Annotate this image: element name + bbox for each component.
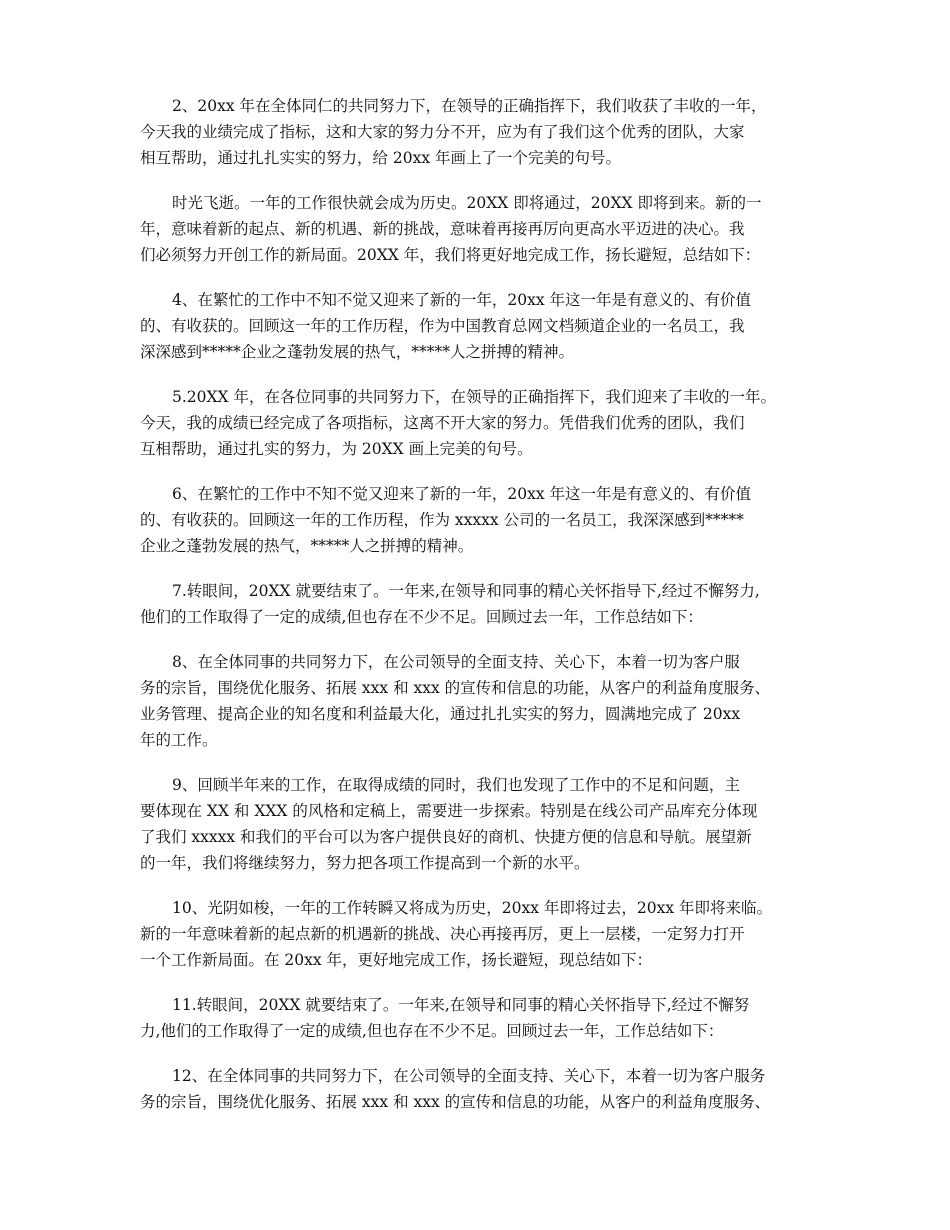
paragraph: [140, 895, 830, 973]
paragraph: [140, 93, 830, 171]
paragraph-line: 力,他们的工作取得了一定的成绩,但也存在不少不足。回顾过去一年，工作总结如下：: [140, 1022, 724, 1040]
paragraph-line: 企业之蓬勃发展的热气，*****人之拼搏的精神。: [140, 537, 474, 555]
paragraph-line: 了我们 xxxxx 和我们的平台可以为客户提供良好的商机、快捷方便的信息和导航。展望新: [140, 828, 752, 846]
paragraph-line: 一个工作新局面。在 20xx 年，更好地完成工作，扬长避短，现总结如下：: [140, 951, 653, 969]
paragraph: [140, 190, 830, 268]
paragraph-line: 今天，我的成绩已经完成了各项指标，这离不开大家的努力。凭借我们优秀的团队，我们: [140, 414, 745, 432]
paragraph-line: 业务管理、提高企业的知名度和利益最大化，通过扎扎实实的努力，圆满地完成了 20xx: [140, 705, 741, 723]
paragraph-line: 务的宗旨，围绕优化服务、拓展 xxx 和 xxx 的宣传和信息的功能，从客户的利益角度服务、: [140, 679, 771, 697]
paragraph-line: 2、20xx 年在全体同仁的共同努力下，在领导的正确指挥下，我们收获了丰收的一年，: [172, 97, 767, 115]
paragraph-line: 年，意味着新的起点、新的机遇、新的挑战，意味着再接再厉向更高水平迈进的决心。我: [140, 220, 745, 238]
paragraph: [140, 578, 830, 630]
paragraph-line: 6、在繁忙的工作中不知不觉又迎来了新的一年，20xx 年这一年是有意义的、有价值: [172, 485, 751, 503]
paragraph-line: 11.转眼间，20XX 就要结束了。一年来,在领导和同事的精心关怀指导下,经过不懈努: [172, 996, 750, 1014]
paragraph: [140, 481, 830, 559]
paragraph: [140, 649, 830, 753]
paragraph-line: 5.20XX 年，在各位同事的共同努力下，在领导的正确指挥下，我们迎来了丰收的一年。: [172, 388, 777, 406]
paragraph-line: 要体现在 XX 和 XXX 的风格和定稿上，需要进一步探索。特别是在线公司产品库充分体现: [140, 802, 758, 820]
paragraph: [140, 772, 830, 876]
paragraph-line: 今天我的业绩完成了指标，这和大家的努力分不开，应为有了我们这个优秀的团队，大家: [140, 123, 745, 141]
paragraph-line: 的、有收获的。回顾这一年的工作历程，作为中国教育总网文档频道企业的一名员工，我: [140, 317, 745, 335]
paragraph-line: 时光飞逝。一年的工作很快就会成为历史。20XX 即将通过，20XX 即将到来。新的一: [172, 194, 762, 212]
paragraph: [140, 384, 830, 462]
paragraph-line: 的、有收获的。回顾这一年的工作历程，作为 xxxxx 公司的一名员工，我深深感到*****: [140, 511, 744, 529]
paragraph-line: 7.转眼间，20XX 就要结束了。一年来,在领导和同事的精心关怀指导下,经过不懈努力,: [172, 582, 760, 600]
document-body: [140, 93, 830, 1134]
paragraph-line: 新的一年意味着新的起点新的机遇新的挑战、决心再接再厉，更上一层楼，一定努力打开: [140, 925, 745, 943]
paragraph-line: 务的宗旨，围绕优化服务、拓展 xxx 和 xxx 的宣传和信息的功能，从客户的利益角度服务、: [140, 1093, 771, 1111]
paragraph-line: 4、在繁忙的工作中不知不觉又迎来了新的一年，20xx 年这一年是有意义的、有价值: [172, 291, 751, 309]
paragraph-line: 12、在全体同事的共同努力下，在公司领导的全面支持、关心下，本着一切为客户服务: [172, 1067, 766, 1085]
paragraph-line: 10、光阴如梭，一年的工作转瞬又将成为历史，20xx 年即将过去，20xx 年即将来临。: [172, 899, 772, 917]
paragraph: [140, 1063, 830, 1115]
paragraph-line: 互相帮助，通过扎实的努力，为 20XX 画上完美的句号。: [140, 440, 533, 458]
paragraph: [140, 287, 830, 365]
paragraph-line: 9、回顾半年来的工作，在取得成绩的同时，我们也发现了工作中的不足和问题，主: [172, 776, 740, 794]
paragraph-line: 深深感到*****企业之蓬勃发展的热气，*****人之拼搏的精神。: [140, 343, 575, 361]
paragraph-line: 年的工作。: [140, 731, 218, 749]
paragraph-line: 的一年，我们将继续努力，努力把各项工作提高到一个新的水平。: [140, 854, 590, 872]
paragraph: [140, 992, 830, 1044]
paragraph-line: 相互帮助，通过扎扎实实的努力，给 20xx 年画上了一个完美的句号。: [140, 149, 622, 167]
paragraph-line: 他们的工作取得了一定的成绩,但也存在不少不足。回顾过去一年，工作总结如下：: [140, 608, 703, 626]
paragraph-line: 们必须努力开创工作的新局面。20XX 年，我们将更好地完成工作，扬长避短，总结如下：: [140, 246, 761, 264]
paragraph-line: 8、在全体同事的共同努力下，在公司领导的全面支持、关心下，本着一切为客户服: [172, 653, 740, 671]
